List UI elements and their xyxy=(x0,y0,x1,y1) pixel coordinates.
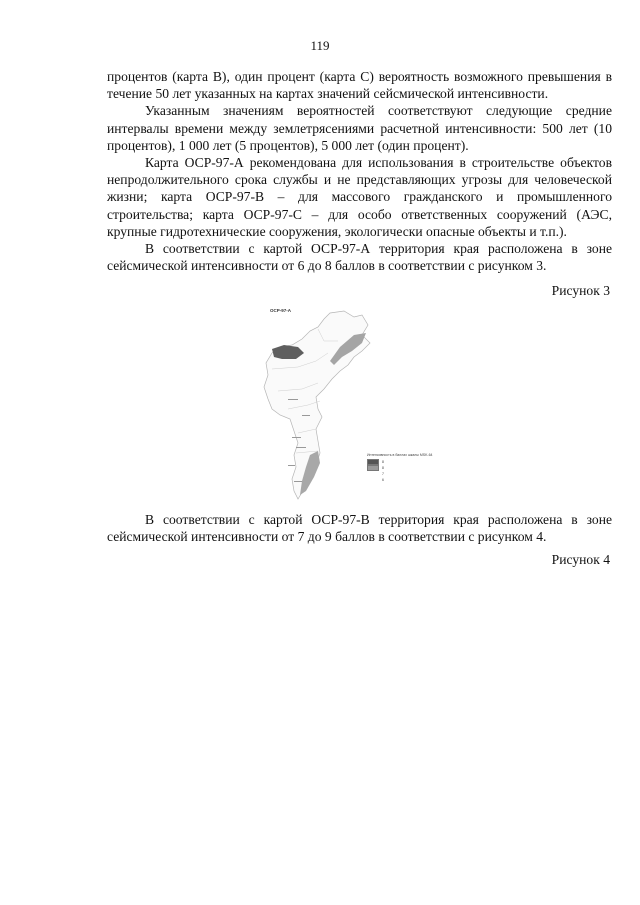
figure-3-label: Рисунок 3 xyxy=(551,283,610,298)
map-title: ОСР-97-А xyxy=(270,308,292,313)
legend-swatch xyxy=(367,459,379,465)
body-text-top xyxy=(107,68,612,274)
legend-swatch xyxy=(367,471,379,477)
paragraph-continuation: процентов (карта В), один процент (карта С) вероятность возможного превышения в течение 50 лет указанных на картах значений сейсмической интенсивности. xyxy=(107,69,612,102)
paragraph-maps-usage: Карта ОСР-97-А рекомендована для использования в строительстве объектов непродолжительного срока службы и не представляющих угрозы для человеческой жизни; карта ОСР-97-В – для массового гражданского и промышленного строительства; карта ОСР-97-С – для особо ответственных сооружений (АЭС, крупные гидротехнические сооружения, экологически опасные объекты и т.п.). xyxy=(107,155,612,239)
legend-item-label: 8 xyxy=(382,466,384,470)
map-legend xyxy=(367,453,432,483)
paragraph-map-b: В соответствии с картой ОСР-97-В территория края расположена в зоне сейсмической интенсивности от 7 до 9 баллов в соответствии с рисунком 4. xyxy=(107,512,612,545)
legend-item-label: 8 xyxy=(382,460,384,464)
legend-item-label: 7 xyxy=(382,472,384,476)
legend-item-label: 6 xyxy=(382,478,384,482)
legend-swatch xyxy=(367,465,379,471)
page-number: 119 xyxy=(310,38,330,53)
paragraph-intervals: Указанным значениям вероятностей соответствуют следующие средние интервалы времени между землетрясениями расчетной интенсивности: 500 лет (10 процентов), 1 000 лет (5 процентов), 5 000 лет (один процент). xyxy=(107,103,612,153)
legend-item xyxy=(367,477,432,483)
paragraph-map-a: В соответствии с картой ОСР-97-А территория края расположена в зоне сейсмической интенсивности от 6 до 8 баллов в соответствии с рисунком 3. xyxy=(107,241,612,274)
figure-4-label: Рисунок 4 xyxy=(551,552,610,567)
legend-title: Интенсивность в баллах шкалы MSK-64 xyxy=(367,453,433,457)
legend-swatch xyxy=(367,477,379,483)
body-text-bottom xyxy=(107,511,612,545)
